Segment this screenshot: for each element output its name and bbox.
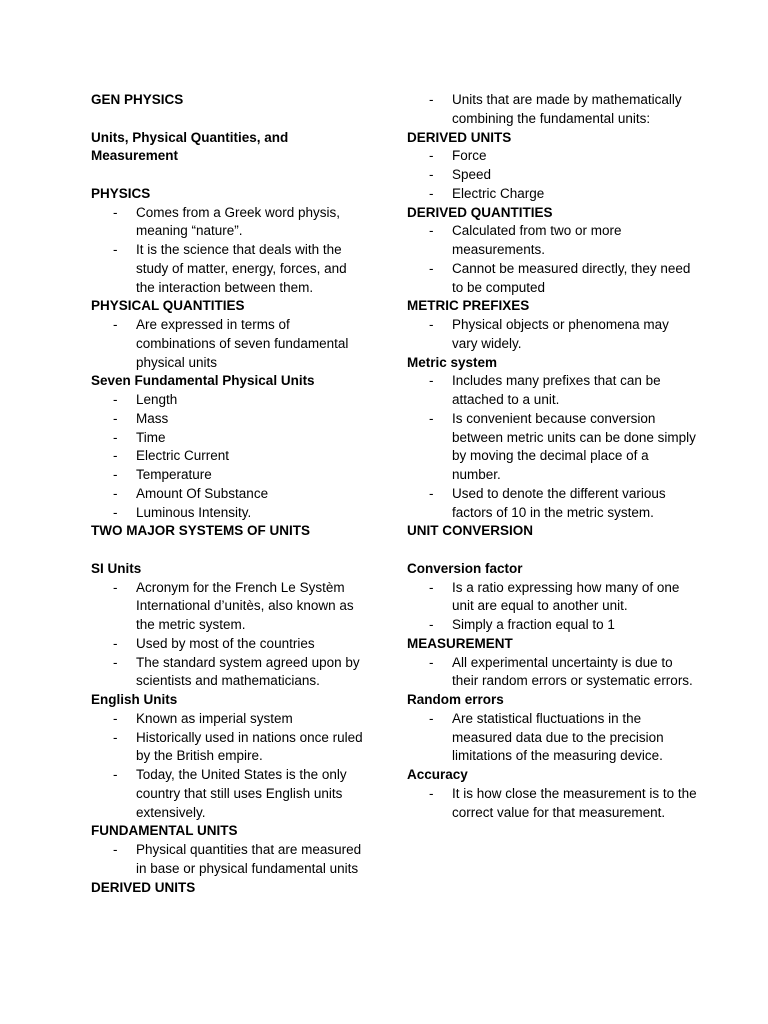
bullet-list (91, 204, 366, 298)
dash-bullet-icon: - (429, 167, 434, 182)
list-item (407, 222, 697, 260)
list-item (407, 579, 697, 617)
list-item-text: Is a ratio expressing how many of one unit are equal to another unit. (452, 579, 680, 614)
list-item (91, 841, 366, 879)
dash-bullet-icon: - (113, 317, 118, 332)
list-item-text: Are statistical fluctuations in the measured data due to the precision limitations of the measuring device. (452, 710, 664, 764)
dash-bullet-icon: - (429, 317, 434, 332)
list-item (407, 260, 697, 298)
bullet-list (91, 841, 366, 879)
list-item (91, 410, 366, 429)
list-item-text: Includes many prefixes that can be attached to a unit. (452, 373, 661, 407)
section-heading: PHYSICS (91, 185, 151, 201)
section-derived-units (91, 879, 366, 898)
section-heading: FUNDAMENTAL UNITS (91, 823, 238, 839)
dash-bullet-icon: - (429, 260, 434, 276)
dash-bullet-icon: - (429, 485, 434, 501)
dash-bullet-icon: - (429, 617, 434, 632)
list-item-text: The standard system agreed upon by scientists and mathematicians. (136, 654, 360, 689)
section-seven-fundamental-physical-units (91, 372, 366, 522)
section-heading: Conversion factor (407, 560, 523, 576)
section-metric-system (407, 354, 697, 523)
dash-bullet-icon: - (429, 654, 434, 670)
section-accuracy (407, 766, 697, 822)
list-item (91, 429, 366, 448)
section-physics (91, 185, 366, 298)
section-heading: Seven Fundamental Physical Units (91, 373, 315, 389)
dash-bullet-icon: - (113, 579, 118, 595)
dash-bullet-icon: - (113, 842, 118, 857)
list-item-text: It is the science that deals with the study of matter, energy, forces, and the interaction between them. (136, 242, 347, 295)
dash-bullet-icon: - (429, 223, 434, 239)
list-item (91, 447, 366, 466)
dash-bullet-icon: - (113, 504, 118, 520)
list-item-text: Historically used in nations once ruled by the British empire. (136, 729, 363, 764)
bullet-list (407, 710, 697, 766)
section-derived-units (407, 129, 697, 204)
dash-bullet-icon: - (429, 148, 434, 164)
section-heading: Units, Physical Quantities, and Measurement (91, 129, 289, 164)
blank-line (407, 541, 697, 560)
list-item (407, 91, 697, 129)
list-item (91, 766, 366, 822)
section-heading: English Units (91, 692, 178, 707)
dash-bullet-icon: - (429, 579, 434, 595)
list-item-text: Amount Of Substance (136, 485, 269, 501)
list-item-text: Electric Charge (452, 185, 545, 201)
list-item-text: Known as imperial system (136, 710, 293, 726)
bullet-list (407, 222, 697, 297)
section-heading: METRIC PREFIXES (407, 298, 530, 314)
list-item (91, 204, 366, 242)
dash-bullet-icon: - (113, 410, 118, 426)
list-item (407, 316, 697, 354)
bullet-list (91, 316, 366, 372)
bullet-list (407, 147, 697, 203)
section-heading: PHYSICAL QUANTITIES (91, 298, 245, 314)
dash-bullet-icon: - (113, 635, 118, 651)
list-item (91, 635, 366, 654)
dash-bullet-icon: - (429, 710, 434, 726)
section-fundamental-units (91, 822, 366, 878)
list-item-text: Electric Current (136, 448, 230, 464)
list-item (91, 485, 366, 504)
section-heading: DERIVED QUANTITIES (407, 204, 553, 220)
list-item (91, 391, 366, 410)
section-heading: DERIVED UNITS (407, 129, 512, 145)
list-item (407, 485, 697, 523)
dash-bullet-icon: - (113, 392, 118, 407)
section-heading: SI Units (91, 560, 142, 576)
list-item (91, 729, 366, 767)
bullet-list (407, 91, 697, 129)
dash-bullet-icon: - (429, 410, 434, 426)
list-item (407, 616, 697, 635)
section-units-physical-quantities-and-measurement (91, 129, 366, 167)
list-item-text: Physical objects or phenomena may vary widely. (452, 317, 669, 351)
list-item (91, 654, 366, 692)
list-item (407, 785, 697, 823)
list-item (407, 185, 697, 204)
list-item (91, 579, 366, 635)
bullet-list (407, 654, 697, 692)
dash-bullet-icon: - (113, 242, 118, 257)
bullet-list (407, 579, 697, 635)
section-heading: GEN PHYSICS (91, 92, 184, 107)
list-item-text: All experimental uncertainty is due to their random errors or systematic errors. (452, 654, 693, 689)
dash-bullet-icon: - (429, 185, 434, 201)
section-metric-prefixes (407, 297, 697, 353)
bullet-list (91, 579, 366, 692)
list-item (407, 372, 697, 410)
list-item-text: Cannot be measured directly, they need to be computed (452, 260, 691, 295)
list-item-text: Today, the United States is the only country that still uses English units extensively. (136, 767, 347, 820)
section-heading: DERIVED UNITS (91, 879, 196, 895)
dash-bullet-icon: - (113, 710, 118, 726)
list-item-text: Calculated from two or more measurements. (452, 223, 622, 257)
dash-bullet-icon: - (113, 485, 118, 501)
section-two-major-systems-of-units (91, 522, 366, 541)
list-item (407, 166, 697, 185)
list-item (91, 466, 366, 485)
list-item (91, 316, 366, 372)
dash-bullet-icon: - (429, 92, 434, 107)
dash-bullet-icon: - (113, 767, 118, 782)
list-item-text: Used by most of the countries (136, 635, 315, 651)
bullet-list (407, 372, 697, 522)
list-item-text: Acronym for the French Le Systèm International d’unitès, also known as the metric system. (136, 579, 354, 632)
list-item (91, 241, 366, 297)
section-physical-quantities (91, 297, 366, 372)
list-item-text: Used to denote the different various factors of 10 in the metric system. (452, 485, 666, 520)
section-gen-physics (91, 91, 366, 110)
list-item-text: Temperature (136, 467, 212, 482)
list-item-text: It is how close the measurement is to the correct value for that measurement. (452, 785, 697, 820)
bullet-list (407, 316, 697, 354)
section-si-units (91, 560, 366, 691)
list-item (407, 410, 697, 485)
dash-bullet-icon: - (113, 429, 118, 445)
section-conversion-factor (407, 560, 697, 635)
blank-line (91, 110, 366, 129)
right-column (407, 91, 697, 822)
dash-bullet-icon: - (113, 467, 118, 482)
list-item-text: Mass (136, 410, 169, 426)
bullet-list (91, 391, 366, 522)
section-unit-conversion (407, 522, 697, 541)
list-item (407, 710, 697, 766)
left-column (91, 91, 366, 897)
section-heading: Metric system (407, 354, 498, 370)
dash-bullet-icon: - (113, 729, 118, 745)
blank-line (91, 166, 366, 185)
list-item-text: Speed (452, 167, 492, 182)
section-derived-quantities (407, 204, 697, 298)
dash-bullet-icon: - (113, 204, 118, 220)
bullet-list (407, 785, 697, 823)
section-heading: UNIT CONVERSION (407, 523, 534, 539)
list-item-text: Comes from a Greek word physis, meaning “nature”. (136, 204, 341, 239)
list-item-text: Force (452, 148, 487, 164)
dash-bullet-icon: - (429, 373, 434, 389)
list-item-text: Are expressed in terms of combinations of seven fundamental physical units (136, 317, 349, 370)
list-item-text: Luminous Intensity. (136, 504, 252, 520)
bullet-list (91, 710, 366, 823)
list-item (91, 504, 366, 523)
dash-bullet-icon: - (113, 654, 118, 670)
list-item (407, 654, 697, 692)
list-item-text: Length (136, 392, 178, 407)
section-measurement (407, 635, 697, 691)
dash-bullet-icon: - (429, 785, 434, 801)
list-item (91, 710, 366, 729)
blank-line (91, 541, 366, 560)
list-item-text: Physical quantities that are measured in base or physical fundamental units (136, 842, 362, 876)
dash-bullet-icon: - (113, 448, 118, 464)
list-item-text: Is convenient because conversion between metric units can be done simply by moving the decimal place of a number. (452, 410, 696, 482)
list-item-text: Simply a fraction equal to 1 (452, 617, 615, 632)
section-heading: Accuracy (407, 767, 468, 782)
section-heading: MEASUREMENT (407, 635, 513, 651)
list-item-text: Units that are made by mathematically combining the fundamental units: (452, 92, 682, 126)
list-item (407, 147, 697, 166)
section-english-units (91, 691, 366, 822)
section-random-errors (407, 691, 697, 766)
section-continued (407, 91, 697, 129)
list-item-text: Time (136, 429, 166, 445)
section-heading: TWO MAJOR SYSTEMS OF UNITS (91, 523, 311, 539)
section-heading: Random errors (407, 692, 504, 707)
